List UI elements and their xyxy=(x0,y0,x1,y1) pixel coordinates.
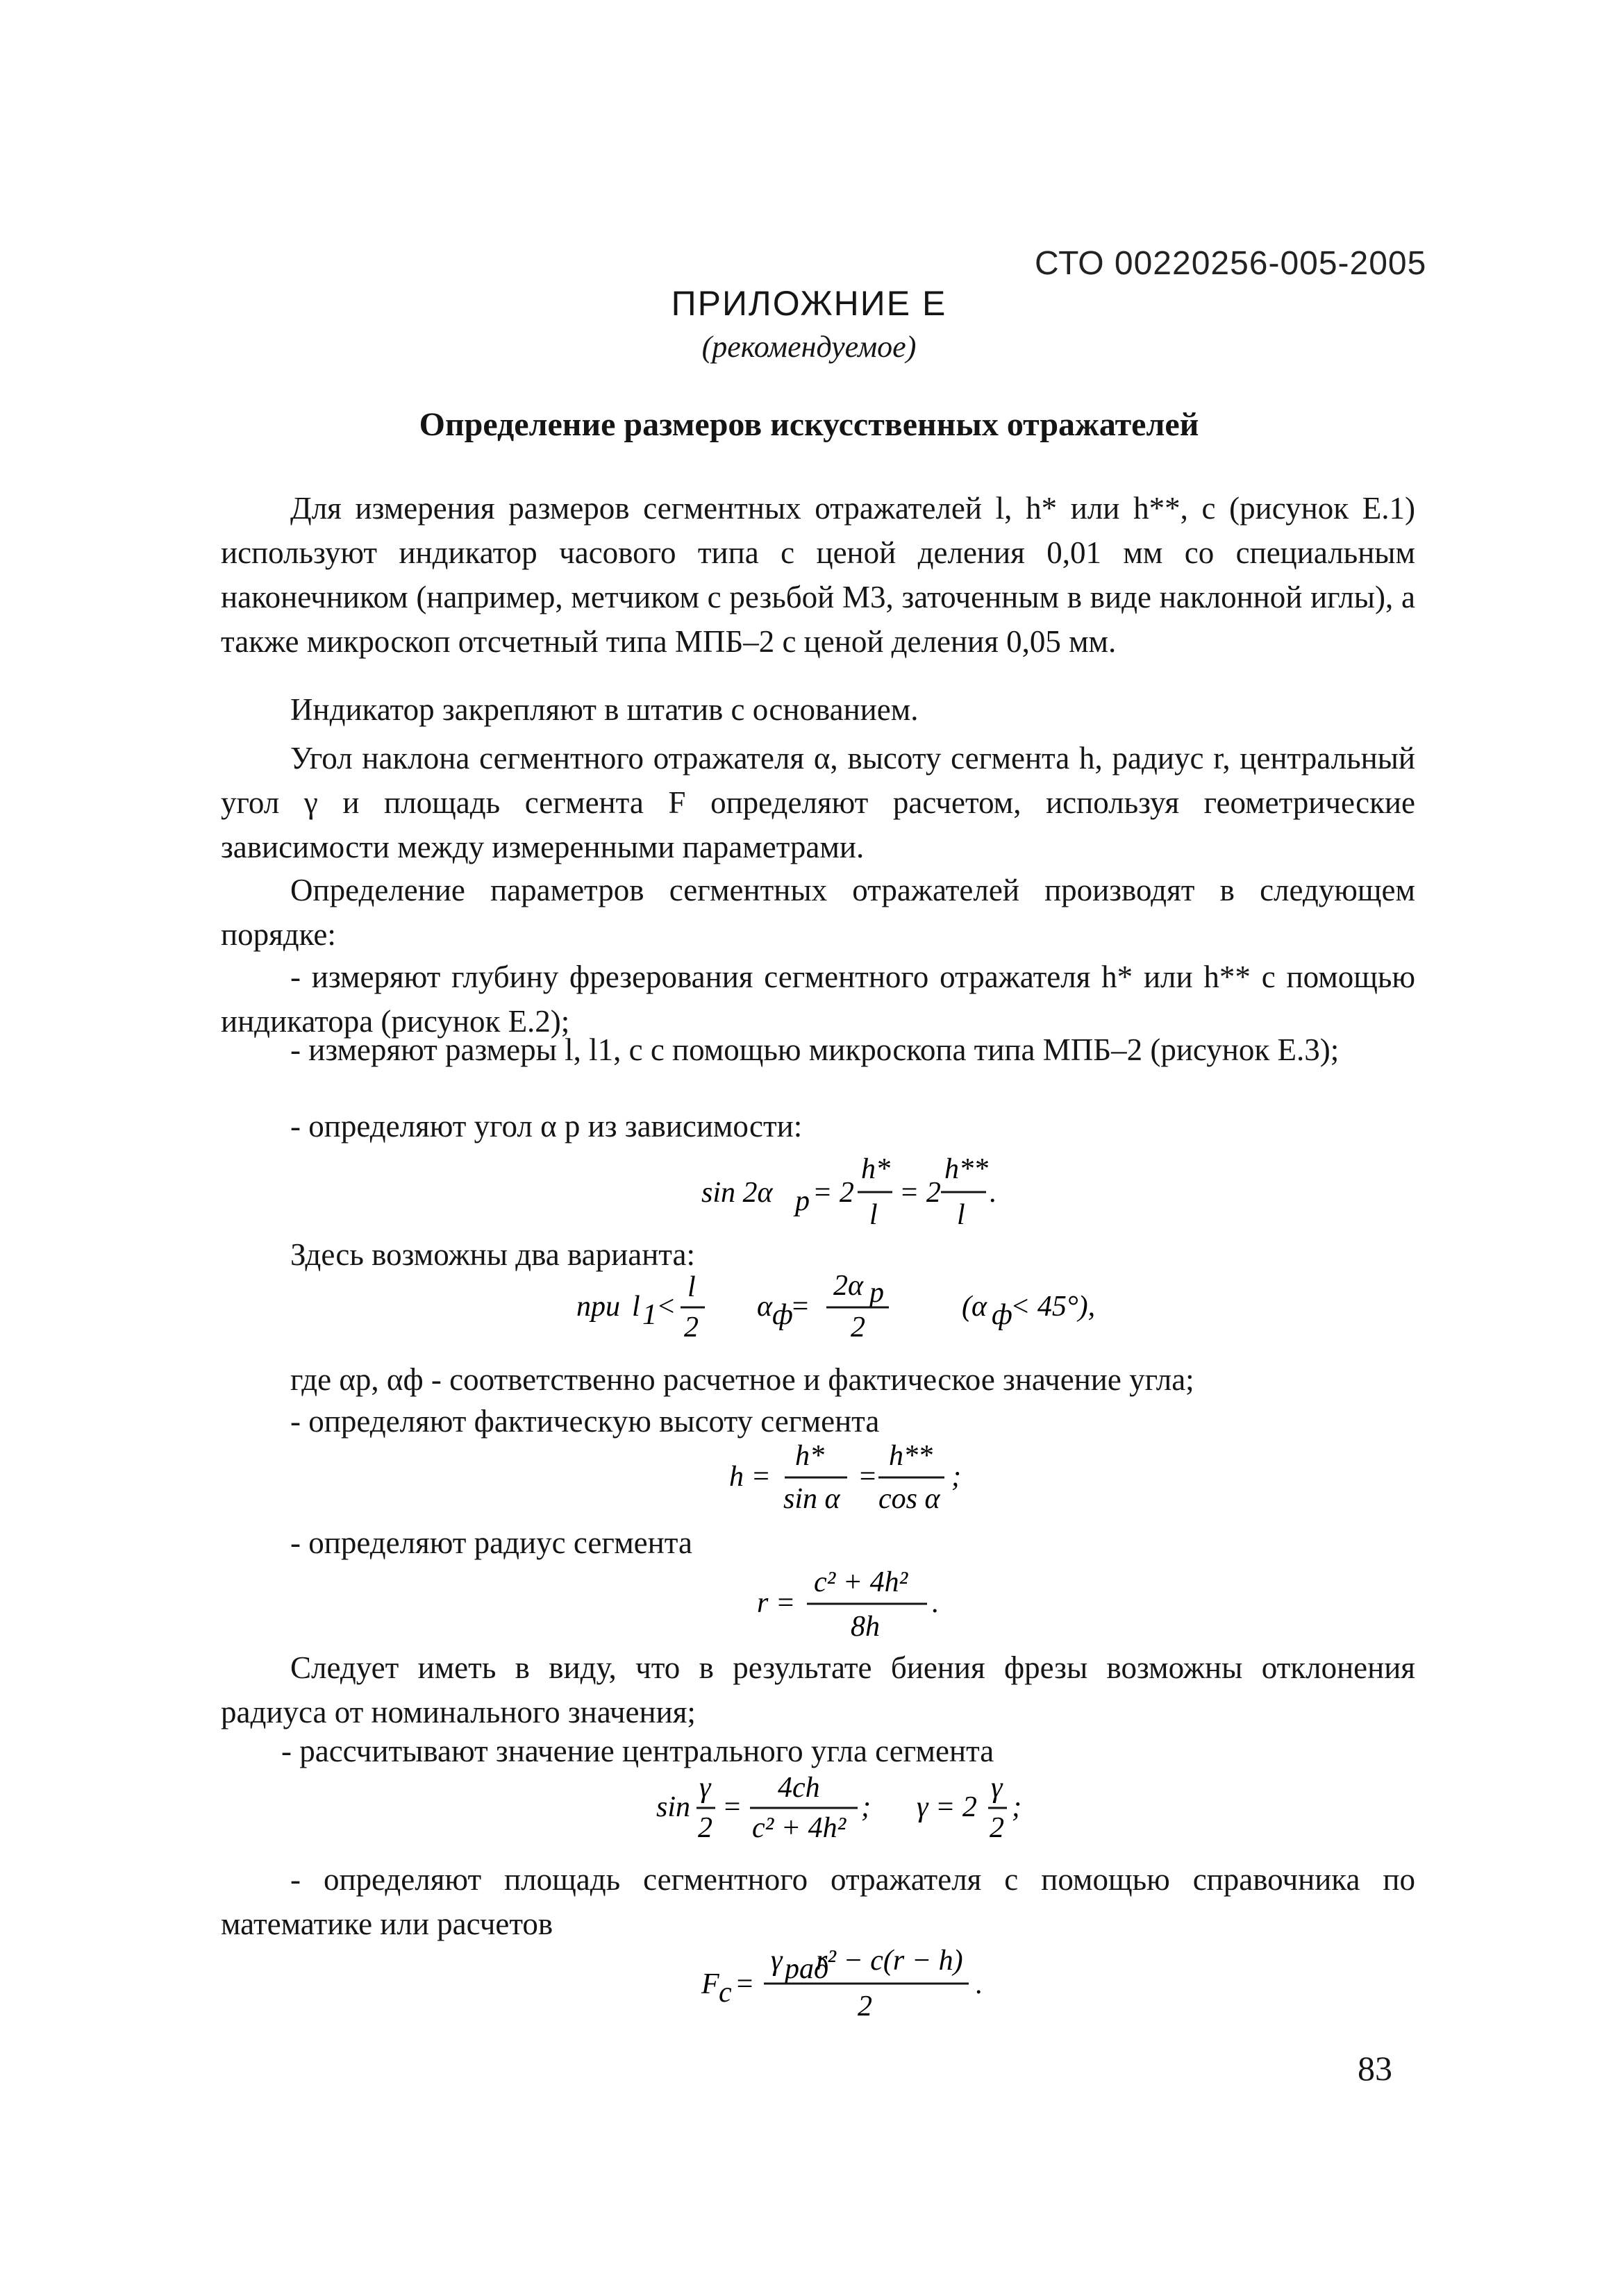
formula-area-num2: r² − c(r − h) xyxy=(816,1945,963,1977)
paragraph-where: где αр, αф - соответственно расчетное и фактическое значение угла; xyxy=(290,1362,1194,1397)
list-item-height: - определяют фактическую высоту сегмента xyxy=(290,1404,880,1439)
list-item-dimensions: - измеряют размеры l, l1, c с помощью микроскопа типа МПБ–2 (рисунок Е.3); xyxy=(290,1032,1340,1067)
formula-central-angle xyxy=(649,1770,1038,1854)
paragraph-variants: Здесь возможны два варианта: xyxy=(290,1237,695,1272)
paragraph-indicator-mount: Индикатор закрепляют в штатив с основанием. xyxy=(290,692,919,727)
formula-variant-den2: 2 xyxy=(851,1312,865,1343)
formula-variant-l1sub: 1 xyxy=(642,1299,657,1331)
formula-variant-eq: = xyxy=(790,1291,810,1323)
formula-angle-sub: р xyxy=(795,1185,810,1217)
appendix-title: ПРИЛОЖНИЕ Е xyxy=(671,284,947,323)
formula-ca-num: 4ch xyxy=(778,1772,820,1804)
formula-ca-2: 2 xyxy=(698,1812,712,1844)
formula-angle-eq: = 2 xyxy=(812,1177,854,1209)
formula-ca-den: c² + 4h² xyxy=(752,1812,846,1844)
paragraph-measurement-tools: Для измерения размеров сегментных отражателей l, h* или h**, с (рисунок Е.1) используют индикатор часового типа с ценой деления 0,01 мм со специальным наконечником (например, метчиком с резьбой М3, заточенным в виде наклонной иглы), а также микроскоп отсчетный типа МПБ–2 с ценой деления 0,05 мм. xyxy=(221,491,1415,659)
formula-variant-cond: (α xyxy=(962,1291,987,1323)
formula-angle-num2: h** xyxy=(944,1153,988,1185)
formula-variant-num2sub: р xyxy=(869,1277,884,1309)
list-item-area: - определяют площадь сегментного отражателя с помощью справочника по математике или расчетов xyxy=(221,1862,1415,1941)
page-number: 83 xyxy=(1358,2049,1392,2088)
svg-text:;: ; xyxy=(1012,1791,1021,1823)
formula-height-num2: h** xyxy=(889,1440,933,1472)
formula-variant-condsub: ф xyxy=(992,1299,1012,1331)
svg-text:= 2: = 2 xyxy=(899,1177,941,1209)
formula-radius xyxy=(750,1562,958,1652)
formula-angle xyxy=(694,1149,1014,1239)
formula-height-den1: sin α xyxy=(783,1483,840,1515)
formula-ca-22: 2 xyxy=(990,1812,1004,1844)
formula-area xyxy=(694,1941,1000,2031)
formula-height-num1: h* xyxy=(795,1440,824,1472)
svg-text:=: = xyxy=(722,1791,742,1823)
paragraph-order: Определение параметров сегментных отражателей производят в следующем порядке: xyxy=(221,873,1415,952)
paragraph-note: Следует иметь в виду, что в результате биения фрезы возможны отклонения радиуса от номинального значения; xyxy=(221,1650,1415,1729)
section-heading: Определение размеров искусственных отражателей xyxy=(419,406,1199,443)
formula-angle-den2: l xyxy=(957,1199,965,1231)
formula-ca-g2: γ xyxy=(991,1772,1003,1804)
svg-text:;: ; xyxy=(951,1461,961,1493)
svg-text:=: = xyxy=(858,1461,878,1493)
formula-ca-rhs: γ = 2 xyxy=(917,1791,977,1823)
formula-variant-l1: l xyxy=(632,1291,640,1323)
list-item-angle: - определяют угол α р из зависимости: xyxy=(290,1109,803,1143)
formula-radius-lhs: r = xyxy=(757,1587,796,1619)
document-code: СТО 00220256-005-2005 xyxy=(1035,245,1427,282)
formula-variant-pri: при xyxy=(576,1291,620,1323)
svg-text:.: . xyxy=(932,1587,940,1619)
list-item-central-angle: - рассчитывают значение центрального угла сегмента xyxy=(281,1734,994,1768)
formula-height-den2: cos α xyxy=(878,1483,940,1515)
formula-area-sub: с xyxy=(719,1977,732,2009)
formula-area-numsub: рад xyxy=(785,1953,829,1985)
svg-text:.: . xyxy=(976,1968,983,2000)
formula-ca-g: γ xyxy=(699,1772,711,1804)
formula-variant-afsub: ф xyxy=(772,1299,793,1331)
formula-variant-num2: 2α xyxy=(833,1270,864,1302)
svg-text:.: . xyxy=(990,1177,997,1209)
formula-height-lhs: h = xyxy=(729,1461,771,1493)
formula-radius-num: c² + 4h² xyxy=(814,1566,908,1598)
formula-height xyxy=(722,1437,972,1527)
list-item-depth: - измеряют глубину фрезерования сегментного отражателя h* или h** с помощью индикатора (рисунок Е.2); xyxy=(221,960,1415,1039)
formula-angle-den1: l xyxy=(869,1199,878,1231)
formula-variant-cond2: < 45°), xyxy=(1010,1291,1096,1323)
formula-area-lhs: F xyxy=(701,1968,719,2000)
formula-variant-lt: < xyxy=(656,1291,676,1323)
formula-angle-lhs: sin 2α xyxy=(701,1177,773,1209)
list-item-radius: - определяют радиус сегмента xyxy=(290,1525,692,1560)
formula-variant-den: 2 xyxy=(684,1312,699,1343)
formula-area-num: γ xyxy=(771,1945,783,1977)
formula-variant-num: l xyxy=(687,1271,696,1303)
formula-variant-af: α xyxy=(757,1291,773,1323)
formula-ca-lhs: sin xyxy=(656,1791,691,1823)
formula-variant xyxy=(569,1267,1139,1350)
paragraph-calculation: Угол наклона сегментного отражателя α, высоту сегмента h, радиус r, центральный угол γ и площадь сегмента F определяют расчетом, используя геометрические зависимости между измеренными параметрами. xyxy=(221,741,1415,864)
formula-angle-num1: h* xyxy=(861,1153,890,1185)
formula-area-den: 2 xyxy=(858,1991,872,2022)
svg-text:=: = xyxy=(735,1968,755,2000)
svg-text:;: ; xyxy=(861,1791,871,1823)
appendix-subtitle: (рекомендуемое) xyxy=(701,330,917,364)
formula-radius-den: 8h xyxy=(851,1611,880,1643)
